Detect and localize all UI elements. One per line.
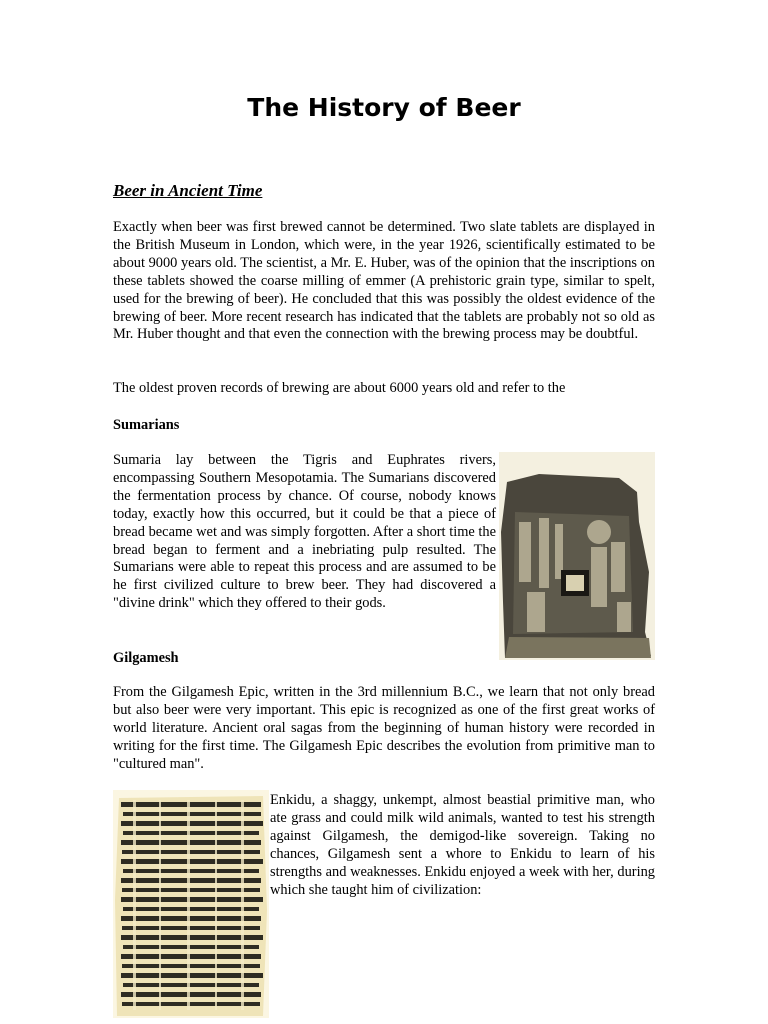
sumerian-relief-image — [499, 452, 655, 660]
subheading-gilgamesh: Gilgamesh — [113, 650, 179, 666]
cuneiform-tablet-image — [113, 790, 269, 1018]
subheading-sumarians: Sumarians — [113, 417, 180, 433]
paragraph-intro: Exactly when beer was first brewed cannot be determined. Two slate tablets are displayed in the British Museum in London, which were, in the year 1926, scientifically estimated to be about 9000 years old. The scientist, a Mr. E. Huber, was of the opinion that the inscriptions on these tablets showed the coarse milling of emmer (A prehistoric grain type, similar to spelt, used for the brewing of beer). He concluded that this was possibly the oldest evidence of the brewing of beer. More recent research has indicated that the tablets are probably not so old as Mr. Huber thought and that even the connection with the brewing process may be doubtful. — [113, 219, 655, 343]
page-title: The History of Beer — [247, 93, 521, 122]
paragraph-enkidu: Enkidu, a shaggy, unkempt, almost beastial primitive man, who ate grass and could milk wild animals, wanted to test his strength against Gilgamesh, the demigod-like sovereign. Taking no chances, Gilgamesh sent a whore to Enkidu to learn of his strengths and weaknesses. Enkidu enjoyed a week with her, during which she taught him of civilization: — [270, 792, 655, 898]
paragraph-sumaria: Sumaria lay between the Tigris and Euphrates rivers, encompassing Southern Mesopotamia. The Sumarians discovered the fermentation process by chance. Of course, nobody knows today, exactly how this occurred, but it could be that a piece of bread became wet and was simply forgotten. After a short time the bread began to ferment and a inebriating pulp resulted. The Sumarians were able to repeat this process and are assumed to be he first civilized culture to brew beer. They had discovered a "divine drink" which they offered to their gods. — [113, 452, 496, 612]
section-heading: Beer in Ancient Time — [113, 181, 263, 200]
paragraph-gilgamesh-epic: From the Gilgamesh Epic, written in the 3rd millennium B.C., we learn that not only bread but also beer were very important. This epic is recognized as one of the first great works of world literature. Ancient oral sagas from the beginning of human history were recorded in writing for the first time. The Gilgamesh Epic describes the evolution from primitive man to "cultured man". — [113, 684, 655, 772]
paragraph-oldest-records: The oldest proven records of brewing are about 6000 years old and refer to the — [113, 380, 566, 396]
